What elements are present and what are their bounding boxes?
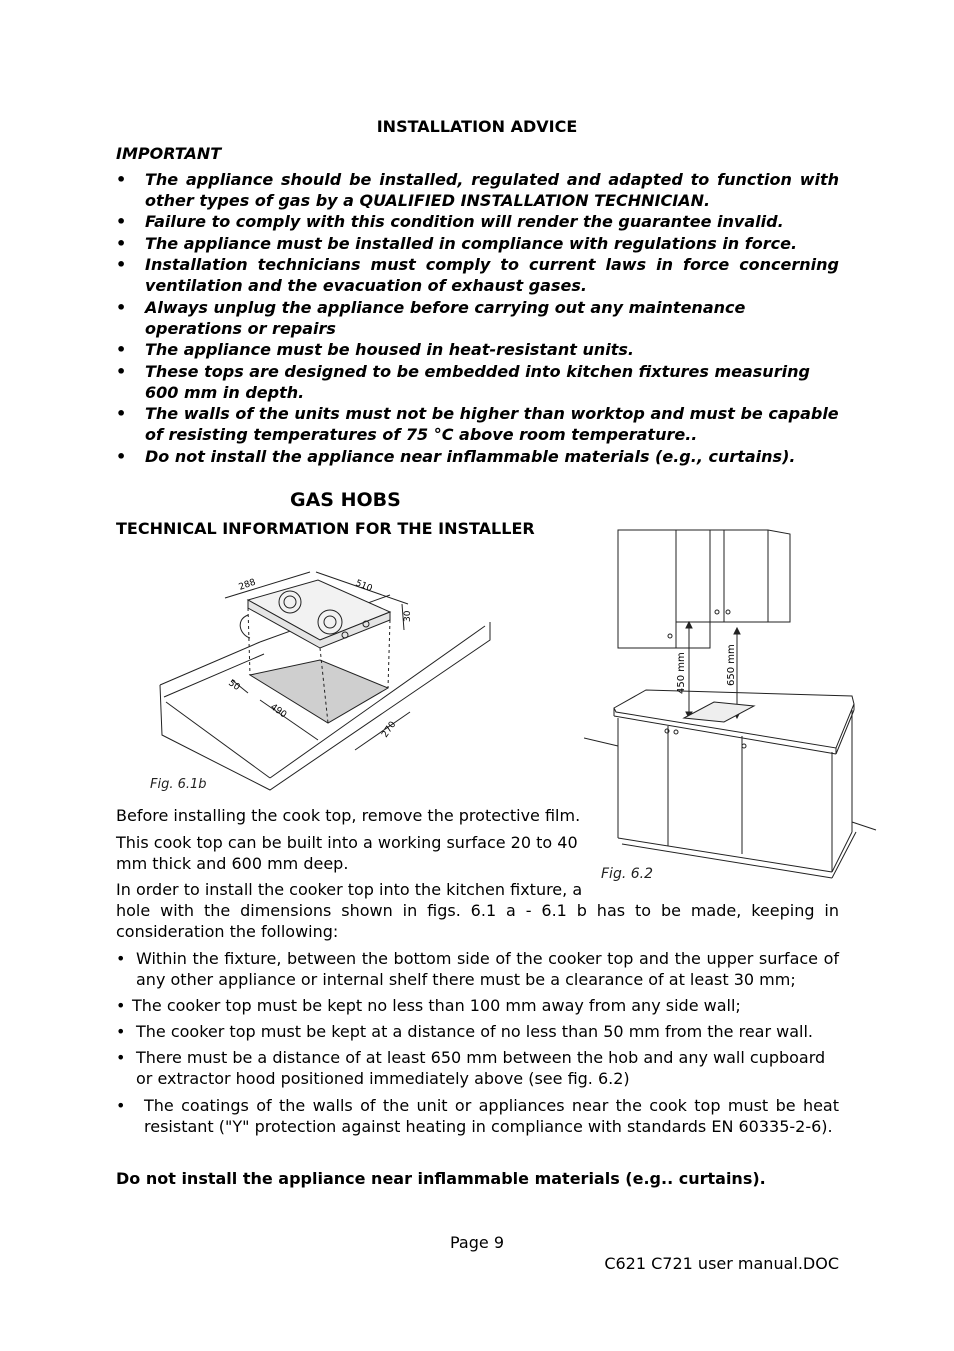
list-item: The appliance must be housed in heat-resistant units. [145, 340, 634, 359]
paragraph: hole with the dimensions shown in figs. 6.1 a - 6.1 b has to be made, keeping in consideration the following: [116, 901, 839, 941]
bullet-icon: • [116, 212, 127, 231]
dim-label: 490 [268, 702, 289, 721]
dim-label: 650 mm [726, 644, 737, 686]
paragraph: In order to install the cooker top into the kitchen fixture, a [116, 880, 583, 899]
gas-hobs-title: GAS HOBS [290, 489, 401, 511]
bullet-icon: • [116, 447, 127, 466]
list-item: Do not install the appliance near inflammable materials (e.g., curtains). [145, 447, 796, 466]
section-title: INSTALLATION ADVICE [376, 117, 578, 136]
list-item: The cooker top must be kept at a distance of no less than 50 mm from the rear wall. [136, 1022, 814, 1041]
figure-6-2-diagram [584, 526, 880, 888]
list-item: Within the fixture, between the bottom side of the cooker top and the upper surface of any other appliance or internal shelf there must be a clearance of at least 30 mm; [136, 949, 839, 989]
bullet-icon: • [116, 340, 127, 359]
figure-6-1b-diagram [140, 560, 500, 800]
dim-label: 450 mm [676, 652, 687, 694]
list-item: The appliance should be installed, regulated and adapted to function with other types of gas by a QUALIFIED INSTALLATION TECHNICIAN. [145, 170, 839, 210]
list-item: Failure to comply with this condition will render the guarantee invalid. [145, 212, 784, 231]
bullet-icon: • [116, 949, 126, 968]
bullet-icon: • [116, 255, 127, 274]
list-item: These tops are designed to be embedded into kitchen fixtures measuring 600 mm in depth. [145, 362, 810, 402]
important-label: IMPORTANT [116, 144, 222, 163]
bullet-icon: • [116, 404, 127, 423]
dim-label: 510 [353, 578, 374, 595]
list-item: The cooker top must be kept no less than 100 mm away from any side wall; [132, 996, 741, 1015]
page-number: Page 9 [450, 1233, 504, 1252]
list-item: Installation technicians must comply to current laws in force concerning ventilation and the evacuation of exhaust gases. [145, 255, 839, 295]
paragraph: This cook top can be built into a working surface 20 to 40 [116, 833, 578, 852]
dim-label: 270 [380, 719, 399, 740]
bullet-icon: • [116, 1022, 126, 1041]
figure-6-1b-caption: Fig. 6.1b [150, 777, 207, 792]
dim-label: 288 [237, 577, 258, 593]
list-item: The walls of the units must not be higher than worktop and must be capable of resisting temperatures of 75 °C above room temperature.. [145, 404, 839, 444]
bullet-icon: • [116, 362, 127, 381]
list-item: The coatings of the walls of the unit or appliances near the cook top must be heat resistant ("Y" protection against heating in compliance with standards EN 60335-2-6). [144, 1096, 839, 1136]
bullet-icon: • [116, 996, 126, 1015]
bullet-icon: • [116, 1096, 126, 1115]
bullet-icon: • [116, 298, 127, 317]
installer-info-heading: TECHNICAL INFORMATION FOR THE INSTALLER [116, 519, 535, 538]
figure-6-2-caption: Fig. 6.2 [601, 866, 653, 882]
bullet-icon: • [116, 170, 127, 189]
list-item: There must be a distance of at least 650 mm between the hob and any wall cupboard or extractor hood positioned immediately above (see fig. 6.2) [136, 1048, 826, 1088]
list-item: Always unplug the appliance before carrying out any maintenance operations or repairs [145, 298, 746, 338]
list-item: The appliance must be installed in compliance with regulations in force. [145, 234, 798, 253]
dim-label: 50 [226, 678, 242, 694]
bullet-icon: • [116, 1048, 126, 1067]
document-name: C621 C721 user manual.DOC [604, 1254, 839, 1273]
dim-label: 30 [403, 610, 413, 622]
paragraph: Before installing the cook top, remove the protective film. [116, 806, 581, 825]
paragraph: mm thick and 600 mm deep. [116, 854, 349, 873]
bullet-icon: • [116, 234, 127, 253]
warning-text: Do not install the appliance near inflammable materials (e.g.. curtains). [116, 1169, 766, 1188]
